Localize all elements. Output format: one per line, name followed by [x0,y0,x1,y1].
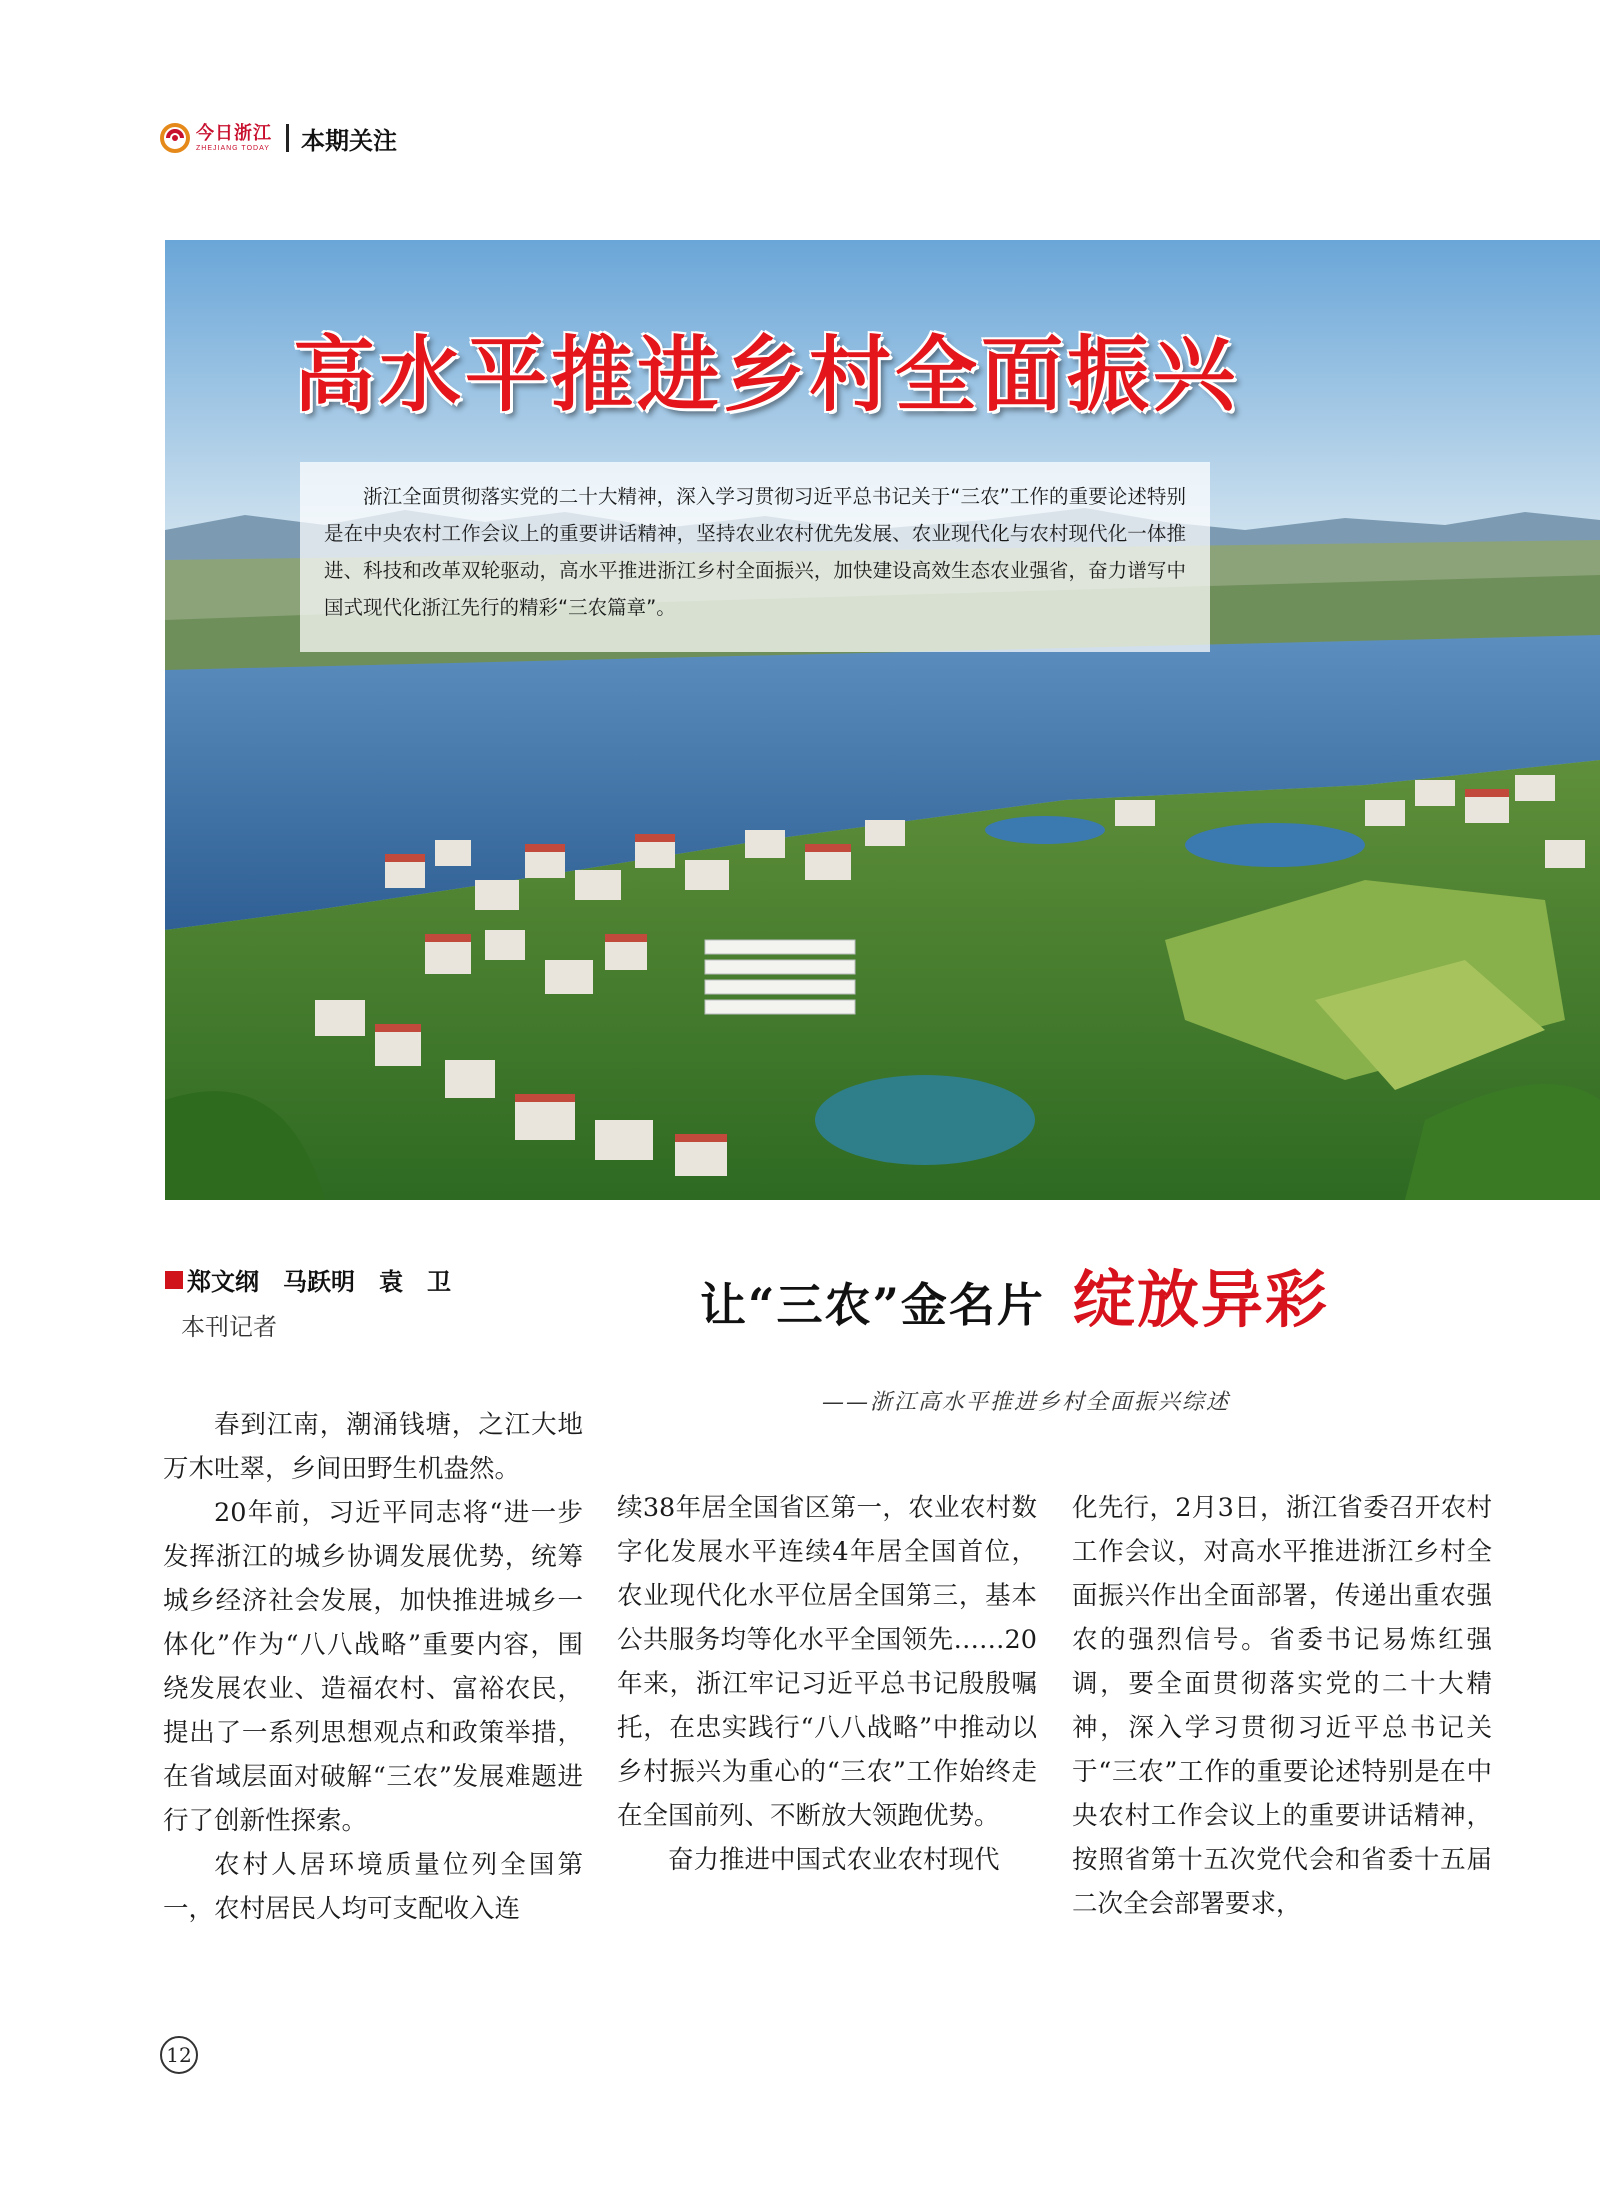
paragraph: 化先行，2月3日，浙江省委召开农村工作会议，对高水平推进浙江乡村全面振兴作出全面部署，传递出重农强农的强烈信号。省委书记易炼红强调，要全面贯彻落实党的二十大精神，深入学习贯彻习近平总书记关于“三农”工作的重要论述特别是在中央农村工作会议上的重要讲话精神，按照省第十五次党代会和省委十五届二次全会部署要求， [1072,1493,1492,1919]
logo-swirl-icon [160,123,190,153]
section-label: 本期关注 [301,127,397,155]
logo-text-cn: 今日浙江 [196,122,272,144]
header-divider [286,124,289,152]
hero-summary: 浙江全面贯彻落实党的二十大精神，深入学习贯彻习近平总书记关于“三农”工作的重要论述特别是在中央农村工作会议上的重要讲话精神，坚持农业农村优先发展、农业现代化与农村现代化一体推进、科技和改革双轮驱动，高水平推进浙江乡村全面振兴，加快建设高效生态农业强省，奋力谱写中国式现代化浙江先行的精彩“三农篇章”。 [300,462,1210,652]
article-headline [700,1250,1329,1339]
byline [165,1262,451,1342]
byline-marker-icon [165,1271,183,1289]
hero-photo [165,240,1600,1200]
paragraph: 奋力推进中国式农业农村现代 [668,1845,1000,1875]
author-names: 郑文纲 马跃明 袁 卫 [187,1268,451,1296]
paragraph: 春到江南，潮涌钱塘，之江大地万木吐翠，乡间田野生机盎然。 [163,1410,583,1484]
article-subtitle: ——浙江高水平推进乡村全面振兴综述 [822,1390,1231,1415]
paragraph: 20年前，习近平同志将“进一步发挥浙江的城乡协调发展优势，统筹城乡经济社会发展，加快推进城乡一体化”作为“八八战略”重要内容，围绕发展农业、造福农村、富裕农民，提出了一系列思想观点和政策举措，在省域层面对破解“三农”发展难题进行了创新性探索。 [163,1498,583,1836]
page-header [160,118,397,158]
paragraph: 农村人居环境质量位列全国第一，农村居民人均可支配收入连 [163,1850,583,1924]
body-column-1 [163,1403,583,1931]
author-role: 本刊记者 [181,1313,277,1341]
headline-main: 让“三农”金名片 [700,1278,1045,1332]
page-number: 12 [160,2036,198,2074]
logo-text-en: ZHEJIANG TODAY [196,144,270,152]
body-column-3 [1072,1486,1492,1926]
magazine-logo [160,118,272,158]
headline-accent: 绽放异彩 [1072,1263,1329,1336]
paragraph: 续38年居全国省区第一，农业农村数字化发展水平连续4年居全国首位，农业现代化水平位居全国第三，基本公共服务均等化水平全国领先……20年来，浙江牢记习近平总书记殷殷嘱托，在忠实践行“八八战略”中推动以乡村振兴为重心的“三农”工作始终走在全国前列、不断放大领跑优势。 [617,1493,1037,1831]
hero-title: 高水平推进乡村全面振兴 [293,328,1240,423]
body-column-2 [617,1486,1037,1882]
